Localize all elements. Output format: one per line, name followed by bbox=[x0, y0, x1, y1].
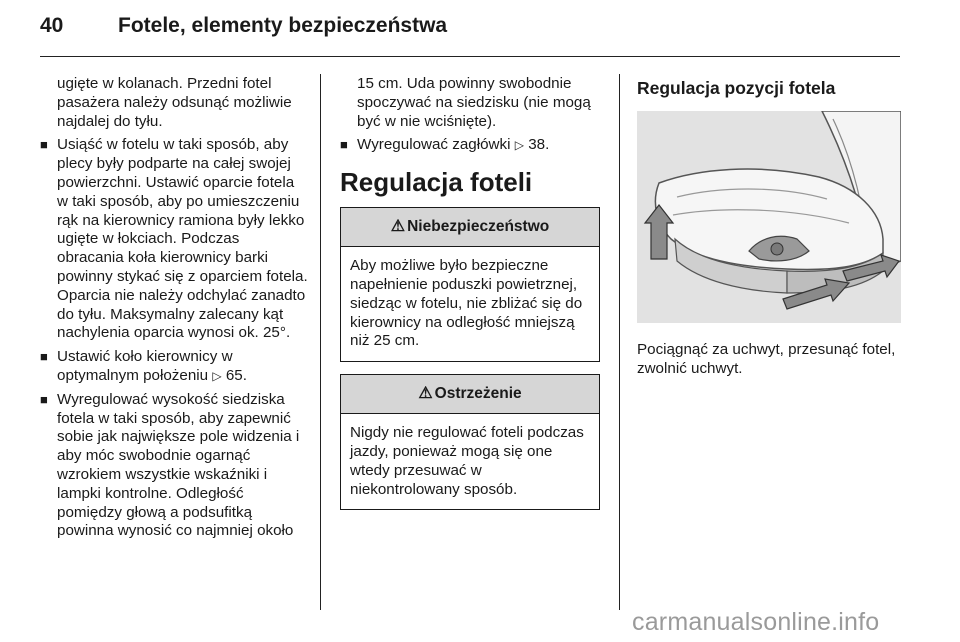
header-divider bbox=[40, 56, 900, 57]
list-item bbox=[340, 136, 602, 155]
watermark-text: carmanualsonline.info bbox=[632, 608, 880, 636]
caution-box-title: Ostrzeżenie bbox=[434, 384, 522, 402]
column-divider-2 bbox=[619, 74, 620, 610]
list-item bbox=[40, 136, 308, 343]
figure-caption: Pociągnąć za uchwyt, przesunąć fotel, zwolnić uchwyt. bbox=[637, 341, 896, 377]
page-header bbox=[40, 14, 920, 54]
cross-reference-arrow-icon: ▷ bbox=[212, 368, 222, 383]
warning-triangle-icon: ⚠ bbox=[390, 217, 406, 235]
cross-reference-link[interactable]: 65. bbox=[225, 366, 247, 384]
column-1 bbox=[40, 75, 308, 541]
danger-box-title: Niebezpieczeństwo bbox=[407, 217, 550, 235]
cross-reference-arrow-icon: ▷ bbox=[514, 138, 524, 153]
bullet-icon: ■ bbox=[40, 391, 48, 407]
caution-box-header bbox=[341, 375, 599, 414]
seat-adjustment-illustration bbox=[637, 111, 901, 323]
warning-triangle-icon: ⚠ bbox=[418, 384, 433, 402]
danger-box-header bbox=[341, 208, 599, 247]
column-divider-1 bbox=[320, 74, 321, 610]
list-item-text: Usiąść w fotelu w taki sposób, aby plecy były podparte na całej swojej powierzchni. Ustawić oparcie fotela w taki sposób, aby po umieszczeniu rąk na kierownicy ramiona były lekko ugięte w łokciach. Podczas obracania koła kierownicy barki powinny stykać się z oparciem fotela. Oparcia nie należy odchylać zanadto do tyłu. Maksymalny zalecany kąt nachylenia oparcia wynosi ok. 25°. bbox=[57, 136, 308, 342]
continuation-text: 15 cm. Uda powinny swobodnie spoczywać na siedzisku (nie mogą być w nie wciśnięte). bbox=[357, 75, 591, 130]
danger-box bbox=[340, 207, 600, 362]
section-heading: Regulacja foteli bbox=[340, 167, 533, 198]
caution-box bbox=[340, 374, 600, 510]
bullet-icon: ■ bbox=[340, 137, 348, 153]
bullet-icon: ■ bbox=[40, 137, 48, 153]
list-item-text: Wyregulować zagłówki bbox=[357, 136, 511, 154]
page-title: Fotele, elementy bezpieczeństwa bbox=[118, 14, 448, 37]
list-item bbox=[40, 391, 308, 541]
continuation-text: ugięte w kolanach. Przedni fotel pasażera należy odsunąć możliwie najdalej do tyłu. bbox=[57, 75, 292, 130]
list-item-text: Wyregulować wysokość siedziska fotela w taki sposób, aby zapewnić sobie jak największe pole widzenia i aby móc swobodnie ogarnąć wzrokiem wszystkie wskaźniki i lampki kontrolne. Odległość pomiędzy głową a podsufitką powinna wynosić co najmniej około bbox=[57, 390, 300, 540]
danger-box-body: Aby możliwe było bezpieczne napełnienie poduszki powietrznej, siedząc w fotelu, nie zbliżać się do kierownicy na odległość mniejszą niż 25 cm. bbox=[350, 257, 583, 350]
column-3 bbox=[637, 75, 903, 379]
column-2 bbox=[340, 75, 602, 522]
list-item-text: Ustawić koło kierownicy w optymalnym położeniu bbox=[57, 348, 233, 384]
bullet-icon: ■ bbox=[40, 349, 48, 365]
subsection-heading: Regulacja pozycji fotela bbox=[637, 78, 836, 98]
cross-reference-link[interactable]: 38. bbox=[528, 136, 550, 154]
caution-box-body: Nigdy nie regulować foteli podczas jazdy, ponieważ mogą się one wtedy przesuwać w niekontrolowany sposób. bbox=[350, 424, 584, 498]
seat-illustration-svg bbox=[637, 111, 901, 323]
list-item bbox=[40, 348, 308, 386]
page-number: 40 bbox=[40, 14, 64, 37]
